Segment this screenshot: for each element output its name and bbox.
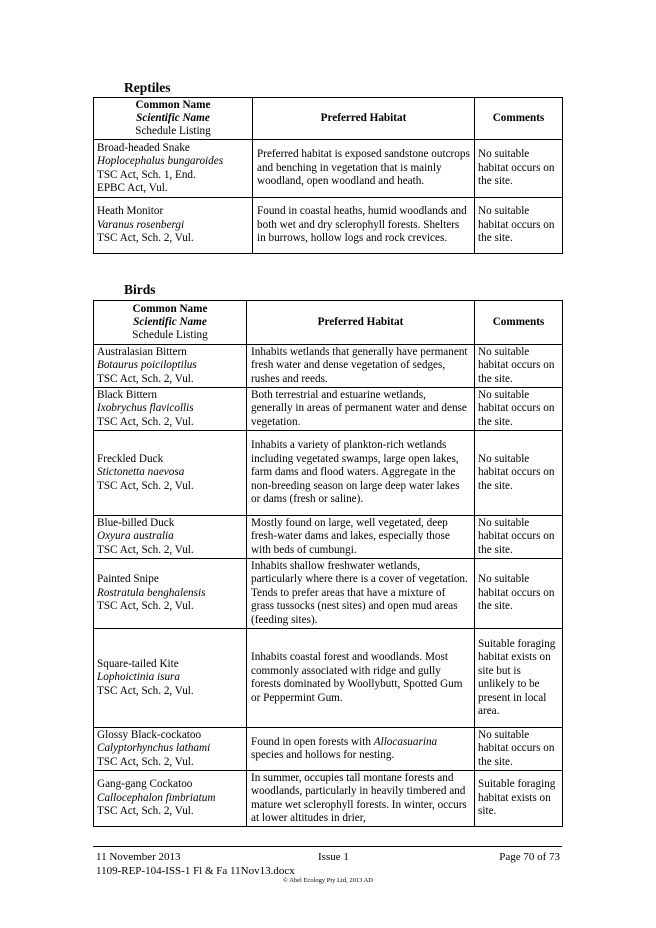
footer-divider [93,846,562,847]
column-header-habitat: Preferred Habitat [253,98,475,140]
schedule-listing: TSC Act, Sch. 2, Vul. [97,600,194,613]
species-cell [94,559,247,629]
footer-document-reference: 1109-REP-104-ISS-1 Fl & Fa 11Nov13.docx [96,865,295,877]
birds-heading: Birds [124,282,156,297]
comments-cell: No suitable habitat occurs on the site. [475,388,563,431]
footer-date: 11 November 2013 [96,851,181,863]
scientific-name: Lophoictinia isura [97,671,180,684]
schedule-listing: TSC Act, Sch. 1, End. [97,168,196,181]
comments-cell: No suitable habitat occurs on the site. [475,559,563,629]
scientific-name: Callocephalon fimbriatum [97,791,216,804]
schedule-listing: TSC Act, Sch. 2, Vul. [97,805,194,818]
common-name: Painted Snipe [97,573,159,586]
table-row [94,198,563,254]
column-header-habitat: Preferred Habitat [247,301,475,345]
habitat-text: species and hollows for nesting. [251,749,395,761]
header-scientific-name: Scientific Name [136,112,210,124]
footer-issue: Issue 1 [318,851,349,863]
column-header-comments: Comments [475,98,563,140]
habitat-genus: Allocasuarina [373,735,438,748]
common-name: Square-tailed Kite [97,657,179,670]
reptiles-table [93,97,563,254]
header-common-name: Common Name [132,303,208,315]
header-scientific-name: Scientific Name [133,316,207,328]
scientific-name: Hoplocephalus bungaroides [97,155,224,167]
table-row [94,140,563,198]
common-name: Blue-billed Duck [97,516,175,529]
table-row [94,629,563,728]
reptiles-heading: Reptiles [124,80,171,95]
table-header-row [94,301,563,345]
common-name: Freckled Duck [97,452,164,465]
comments-cell: Suitable foraging habitat exists on site but is unlikely to be present in local area. [475,629,563,728]
scientific-name: Stictonetta naevosa [97,466,185,479]
comments-cell: No suitable habitat occurs on the site. [475,345,563,388]
habitat-cell: Preferred habitat is exposed sandstone outcrops and benching in vegetation that is mainly woodland, open woodland and heath. [253,140,475,198]
schedule-listing: TSC Act, Sch. 2, Vul. [97,755,194,768]
table-row [94,431,563,516]
habitat-cell: Found in coastal heaths, humid woodlands and both wet and dry sclerophyll forests. Shelters in burrows, hollow logs and rock crevices. [253,198,475,254]
schedule-listing: TSC Act, Sch. 2, Vul. [97,684,194,697]
comments-cell: No suitable habitat occurs on the site. [475,198,563,254]
header-schedule-listing: Schedule Listing [132,329,208,341]
scientific-name: Botaurus poiciloptilus [97,359,197,372]
species-cell [94,345,247,388]
scientific-name: Calyptorhynchus lathami [97,742,211,755]
habitat-cell [247,728,475,771]
habitat-cell: Inhabits wetlands that generally have permanent fresh water and dense vegetation of sedges, rushes and reeds. [247,345,475,388]
scientific-name: Ixobrychus flavicollis [97,402,194,415]
comments-cell: Suitable foraging habitat exists on site. [475,771,563,827]
species-cell [94,728,247,771]
habitat-cell: Both terrestrial and estuarine wetlands, generally in areas of permanent water and dense vegetation. [247,388,475,431]
common-name: Heath Monitor [97,205,164,218]
common-name: Australasian Bittern [97,345,187,358]
table-row [94,728,563,771]
species-cell [94,140,253,198]
habitat-cell: Inhabits shallow freshwater wetlands, particularly where there is a cover of vegetation. Tends to prefer areas that have a mixture of grass tussocks (nest sites) and open mud areas (feeding sites). [247,559,475,629]
common-name: Gang-gang Cockatoo [97,778,193,791]
footer-copyright: © Abel Ecology Pty Ltd, 2013 AD [283,877,373,884]
species-cell [94,388,247,431]
comments-cell: No suitable habitat occurs on the site. [475,516,563,559]
scientific-name: Oxyura australia [97,530,174,543]
column-header-comments: Comments [475,301,563,345]
comments-cell: No suitable habitat occurs on the site. [475,431,563,516]
schedule-listing: TSC Act, Sch. 2, Vul. [97,543,194,556]
footer-page-number: Page 70 of 73 [499,851,560,863]
comments-cell: No suitable habitat occurs on the site. [475,140,563,198]
schedule-listing: TSC Act, Sch. 2, Vul. [97,232,194,245]
table-row [94,559,563,629]
table-header-row [94,98,563,140]
common-name: Broad-headed Snake [97,141,190,154]
habitat-cell: In summer, occupies tall montane forests and woodlands, particularly in heavily timbered and mature wet sclerophyll forests. In winter, occurs at lower altitudes in drier, [247,771,475,827]
species-cell [94,198,253,254]
table-row [94,345,563,388]
header-schedule-listing: Schedule Listing [135,125,211,137]
schedule-listing: TSC Act, Sch. 2, Vul. [97,372,194,385]
schedule-listing: EPBC Act, Vul. [97,182,168,194]
scientific-name: Varanus rosenbergi [97,218,185,231]
table-row [94,771,563,827]
header-common-name: Common Name [135,99,211,111]
habitat-text: Found in open forests with [251,735,374,748]
scientific-name: Rostratula benghalensis [97,586,206,599]
habitat-cell: Inhabits a variety of plankton-rich wetlands including vegetated swamps, large open lakes, farm dams and flood waters. Aggregate in the non-breeding season on large deep water lakes or dams (fresh or saline). [247,431,475,516]
column-header-species [94,98,253,140]
habitat-cell: Inhabits coastal forest and woodlands. Most commonly associated with ridge and gully forests dominated by Woollybutt, Spotted Gum or Peppermint Gum. [247,629,475,728]
species-cell [94,431,247,516]
comments-cell: No suitable habitat occurs on the site. [475,728,563,771]
table-row [94,388,563,431]
species-cell [94,516,247,559]
birds-table [93,300,563,827]
species-cell [94,629,247,728]
column-header-species [94,301,247,345]
table-row [94,516,563,559]
schedule-listing: TSC Act, Sch. 2, Vul. [97,479,194,492]
species-cell [94,771,247,827]
common-name: Black Bittern [97,388,157,401]
habitat-cell: Mostly found on large, well vegetated, deep fresh-water dams and lakes, especially those with beds of cumbungi. [247,516,475,559]
common-name: Glossy Black-cockatoo [97,728,202,741]
schedule-listing: TSC Act, Sch. 2, Vul. [97,415,194,428]
